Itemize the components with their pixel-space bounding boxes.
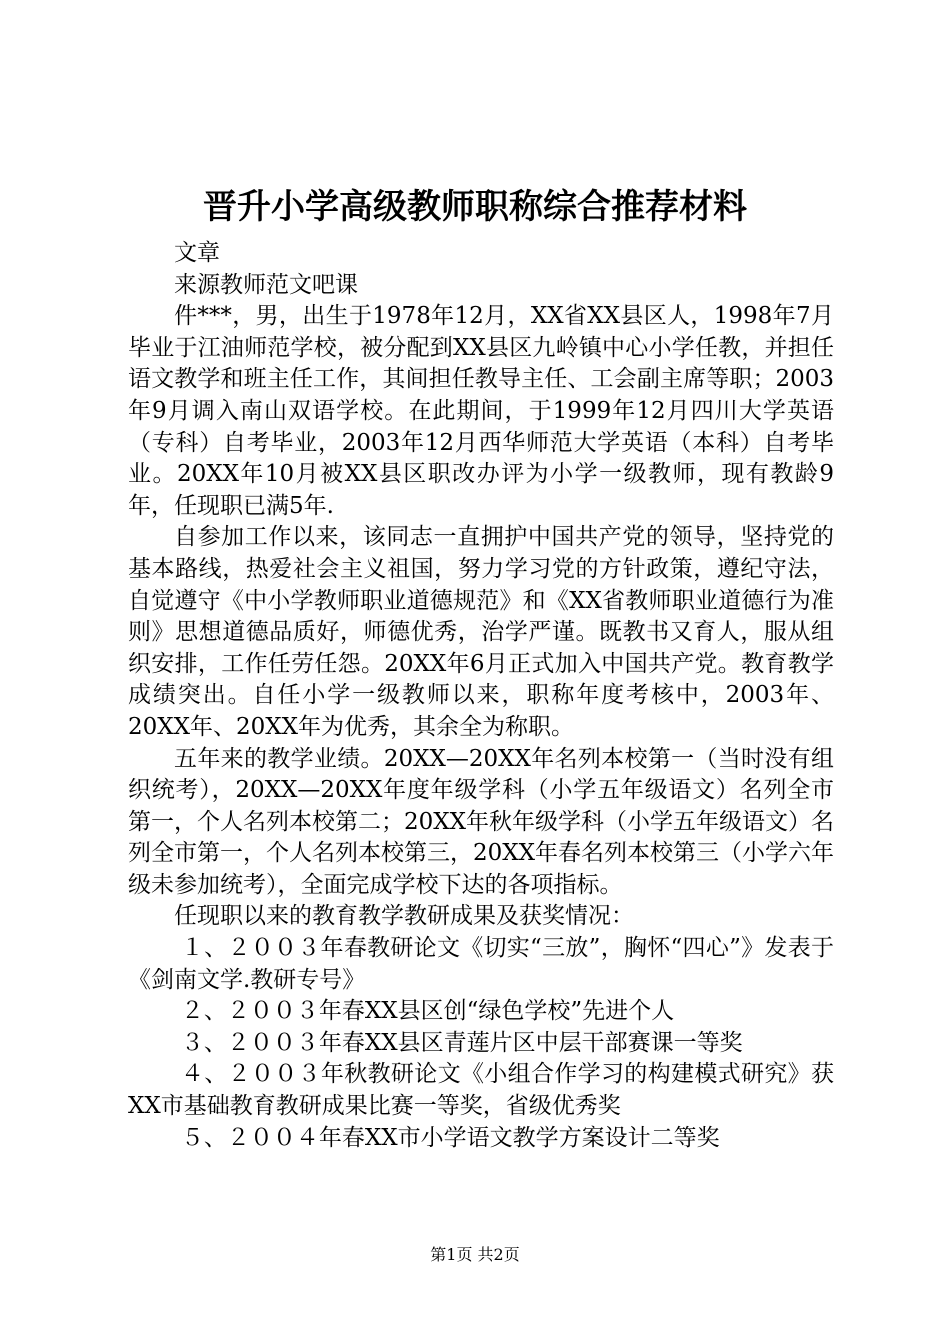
award-item: ４、２００３年秋教研论文《小组合作学习的构建模式研究》获XX市基础教育教研成果比赛一等奖，省级优秀奖 — [128, 1061, 834, 1120]
paragraph: 五年来的教学业绩。20XX—20XX年名列本校第一（当时没有组织统考），20XX—20XX年度年级学科（小学五年级语文）名列全市第一，个人名列本校第二；20XX年秋年级学科（小学五年级语文）名列全市第一，个人名列本校第三，20XX年春名列本校第三（小学六年级未参加统考），全面完成学校下达的各项指标。 — [128, 745, 835, 898]
page-title: 晋升小学高级教师职称综合推荐材料 — [203, 187, 747, 227]
paragraph: 来源教师范文吧课 — [174, 271, 358, 298]
page-number: 第1页 共2页 — [430, 1245, 520, 1264]
paragraph: 任现职以来的教育教学教研成果及获奖情况： — [174, 903, 634, 930]
paragraph: 件***，男，出生于1978年12月，XX省XX县区人，1998年7月毕业于江油师范学校，被分配到XX县区九岭镇中心小学任教，并担任语文教学和班主任工作，其间担任教导主任、工会副主席等职；2003年9月调入南山双语学校。在此期间，于1999年12月四川大学英语（专科）自考毕业，2003年12月西华师范大学英语（本科）自考毕业。20XX年10月被XX县区职改办评为小学一级教师，现有教龄9年，任现职已满5年. — [128, 303, 834, 519]
award-item: ２、２００３年春XX县区创“绿色学校”先进个人 — [180, 998, 675, 1025]
document-body — [128, 238, 834, 1154]
paragraph: 文章 — [174, 240, 220, 266]
paragraph: 自参加工作以来，该同志一直拥护中国共产党的领导，坚持党的基本路线，热爱社会主义祖国，努力学习党的方针政策，遵纪守法，自觉遵守《中小学教师职业道德规范》和《XX省教师职业道德行为准则》思想道德品质好，师德优秀，治学严谨。既教书又育人，服从组织安排，工作任劳任怨。20XX年6月正式加入中国共产党。教育教学成绩突出。自任小学一级教师以来，职称年度考核中，2003年、20XX年、20XX年为优秀，其余全为称职。 — [128, 524, 834, 740]
award-item: ３、２００３年春XX县区青莲片区中层干部赛课一等奖 — [180, 1029, 743, 1056]
award-item: ５、２００４年春XX市小学语文教学方案设计二等奖 — [180, 1124, 720, 1151]
award-item: １、２００３年春教研论文《切实“三放”，胸怀“四心”》发表于《剑南文学.教研专号》 — [128, 935, 834, 993]
